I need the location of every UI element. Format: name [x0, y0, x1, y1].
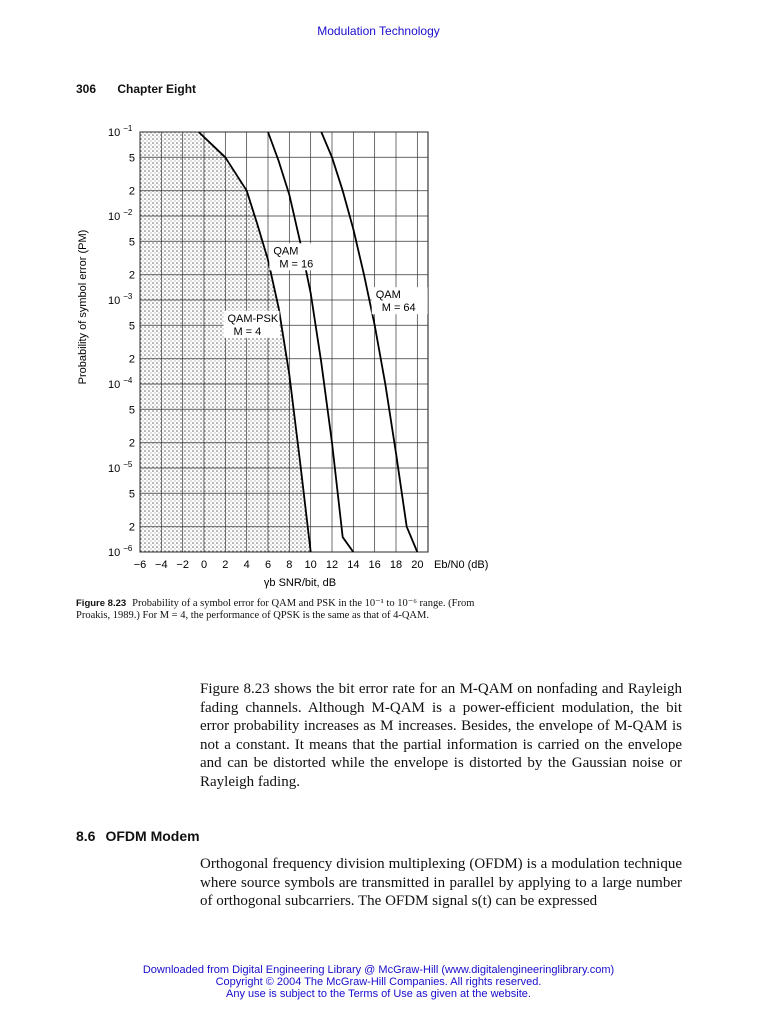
y-axis-label: Probability of symbol error (PM): [77, 229, 89, 385]
y-tick-label: 10 $^{-4}$: [108, 376, 133, 391]
y-tick-label: 2: [128, 437, 135, 450]
ser-chart: [72, 122, 512, 592]
figure-label: Figure 8.23: [76, 598, 127, 609]
x-axis-right-label: Eb/N0 (dB): [434, 559, 489, 571]
x-tick-label: 14: [347, 559, 360, 571]
paragraph-ofdm: Orthogonal frequency division multiplexing (OFDM) is a modulation technique where source symbols are transmitted in parallel by applying to a large number of orthogonal subcarriers. The OFDM signal s(t) can be expressed: [200, 856, 682, 910]
footer-download-link[interactable]: Downloaded from Digital Engineering Library @ McGraw-Hill (www.digitalengineeringlibrary.com): [142, 964, 615, 976]
y-tick-label: 10 $^{-2}$: [108, 208, 133, 223]
section-number: 8.6: [76, 828, 96, 844]
x-tick-label: 18: [389, 559, 403, 571]
y-tick-label: 10 $^{-5}$: [108, 460, 133, 475]
page-number: 306: [76, 82, 97, 96]
y-tick-label: 2: [128, 521, 135, 534]
series-label: QAM: [273, 245, 299, 258]
chapter-title: Chapter Eight: [117, 82, 197, 96]
y-tick-label: 5: [128, 488, 135, 501]
section-heading: [76, 828, 200, 844]
x-tick-label: 10: [304, 559, 317, 571]
x-tick-label: 16: [368, 559, 381, 571]
y-tick-label: 5: [128, 404, 135, 417]
x-axis-label: γb SNR/bit, dB: [263, 577, 337, 589]
x-tick-label: −6: [133, 559, 147, 571]
y-tick-label: 5: [128, 320, 135, 333]
y-tick-label: 10 $^{-6}$: [108, 544, 133, 559]
series-label-order: M = 16: [279, 258, 314, 271]
section-title: OFDM Modem: [105, 828, 200, 844]
y-tick-label: 5: [128, 152, 135, 165]
series-label-order: M = 64: [381, 302, 416, 315]
y-tick-label: 2: [128, 269, 135, 282]
x-tick-label: −2: [176, 559, 189, 571]
x-tick-label: 6: [264, 559, 272, 571]
series-line: [321, 132, 417, 552]
top-header-link[interactable]: Modulation Technology: [317, 24, 440, 38]
x-tick-label: 20: [411, 559, 424, 571]
series-label: QAM-PSK: [227, 312, 279, 325]
figure-caption: [76, 598, 506, 622]
x-tick-label: 2: [222, 559, 229, 571]
footer-terms: Any use is subject to the Terms of Use as given at the website.: [226, 988, 531, 1000]
footer-notice: [0, 964, 757, 1000]
series-label: QAM: [375, 289, 401, 302]
running-head: [76, 82, 196, 96]
x-tick-label: 4: [243, 559, 250, 571]
series-label-order: M = 4: [233, 325, 262, 338]
x-tick-label: 12: [325, 559, 339, 571]
y-tick-label: 10 $^{-3}$: [108, 292, 133, 307]
footer-copyright: Copyright © 2004 The McGraw-Hill Companies. All rights reserved.: [215, 976, 542, 988]
y-tick-label: 2: [128, 185, 135, 198]
figure-caption-text: Probability of a symbol error for QAM and PSK in the 10⁻¹ to 10⁻⁶ range. (From Proakis, 1989.) For M = 4, the performance of QPSK is the same as that of 4-QAM.: [76, 598, 475, 621]
x-tick-label: −4: [155, 559, 168, 571]
paragraph-mqam: Figure 8.23 shows the bit error rate for an M-QAM on nonfading and Rayleigh fading channels. Although M-QAM is a power-efficient modulation, the bit error probability increases as M increases. Besides, the envelope of M-QAM is not a constant. It means that the partial information is carried on the envelope and can be distorted while the envelope is distorted by the Gaussian noise or Rayleigh fading.: [200, 681, 682, 790]
x-tick-label: 8: [286, 559, 293, 571]
x-tick-label: 0: [200, 559, 208, 571]
y-tick-label: 2: [128, 353, 135, 366]
y-tick-label: 10 $^{-1}$: [108, 124, 133, 139]
y-tick-label: 5: [128, 236, 135, 249]
